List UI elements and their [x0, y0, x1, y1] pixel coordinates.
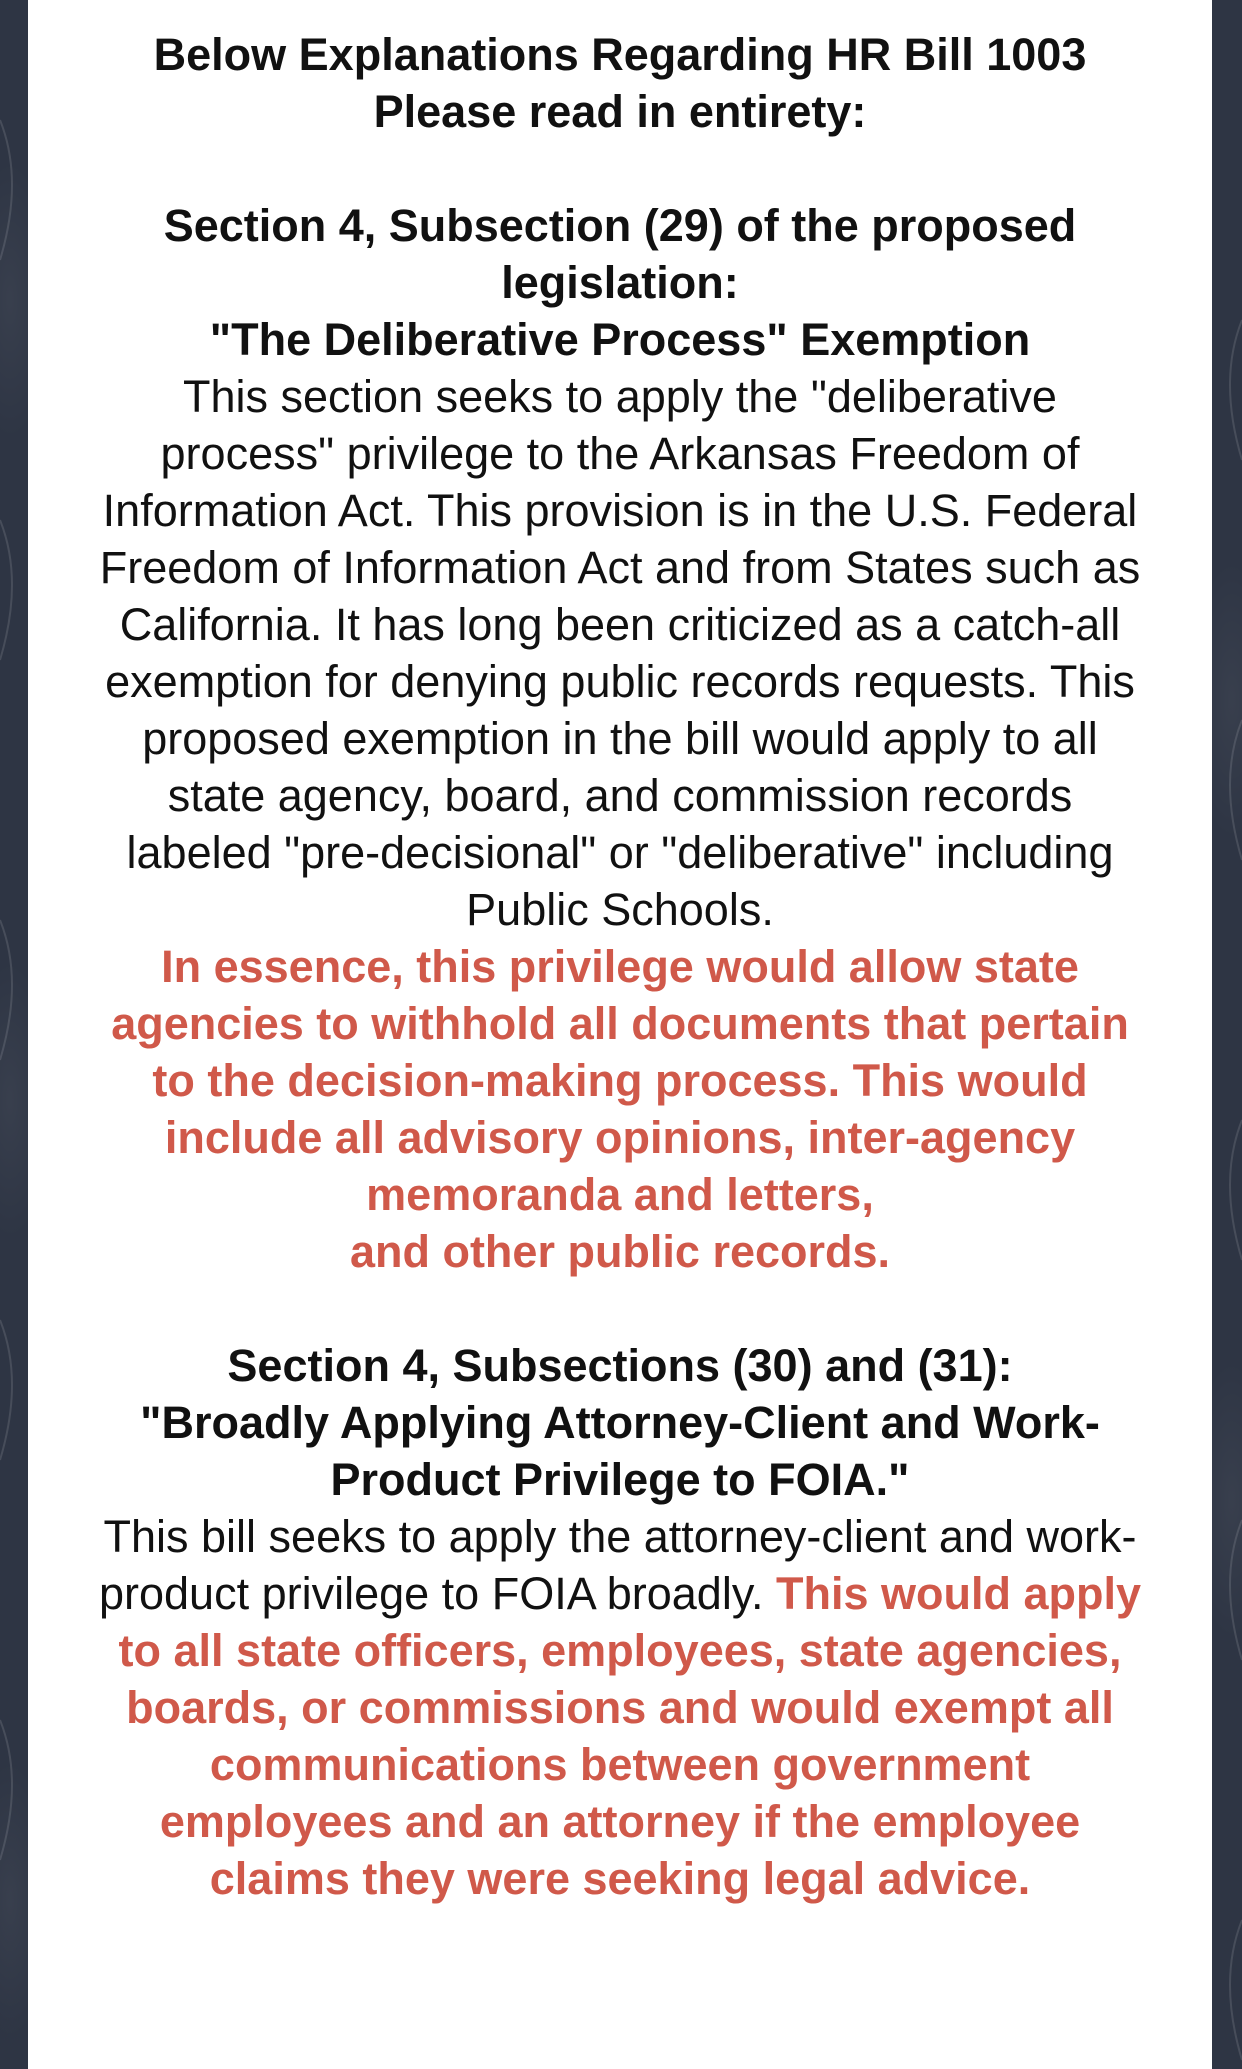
- section-29-body: This section seeks to apply the "deliberative process" privilege to the Arkansas Freedom of Information Act. This provision is in the U.S. Federal Freedom of Information Act and from States such as California. It has long been criticized as a catch-all exemption for denying public records requests. This proposed exemption in the bill would apply to all state agency, board, and commission records labeled "pre-decisional" or "deliberative" including Public Schools.: [99, 371, 1141, 935]
- left-decorative-border: [0, 0, 28, 2069]
- section-29-emphasis: [98, 938, 1142, 1280]
- section-29-emphasis-line-2: and other public records.: [349, 1226, 891, 1277]
- section-30-31-heading: Section 4, Subsections (30) and (31):: [227, 1340, 1013, 1391]
- right-decorative-border: [1214, 0, 1242, 2069]
- section-30-31-body: [98, 1508, 1142, 1907]
- title-line-1: Below Explanations Regarding HR Bill 1003: [153, 29, 1087, 80]
- section-30-31-emphasis: This would apply to all state officers, employees, state agencies, boards, or commissions and would exempt all communications between government employees and an attorney if the employee claims they were seeking legal advice.: [118, 1568, 1142, 1904]
- section-29-emphasis-line-1: In essence, this privilege would allow state agencies to withhold all documents that pertain to the decision-making process. This would include all advisory opinions, inter-agency memoranda and letters,: [111, 941, 1129, 1220]
- spacer: [98, 140, 1142, 197]
- title-line-2: Please read in entirety:: [373, 86, 867, 137]
- section-30-31-subheading: "Broadly Applying Attorney-Client and Work-Product Privilege to FOIA.": [140, 1397, 1100, 1505]
- section-29-heading: Section 4, Subsection (29) of the proposed legislation:: [163, 200, 1077, 308]
- section-30-31-body-text: This bill seeks to apply the attorney-client and work-product privilege to FOIA broadly.: [98, 1511, 1137, 1619]
- section-29-subheading: "The Deliberative Process" Exemption: [209, 314, 1031, 365]
- spacer: [98, 1280, 1142, 1337]
- content-panel: [28, 0, 1212, 2069]
- page-title: [98, 26, 1142, 140]
